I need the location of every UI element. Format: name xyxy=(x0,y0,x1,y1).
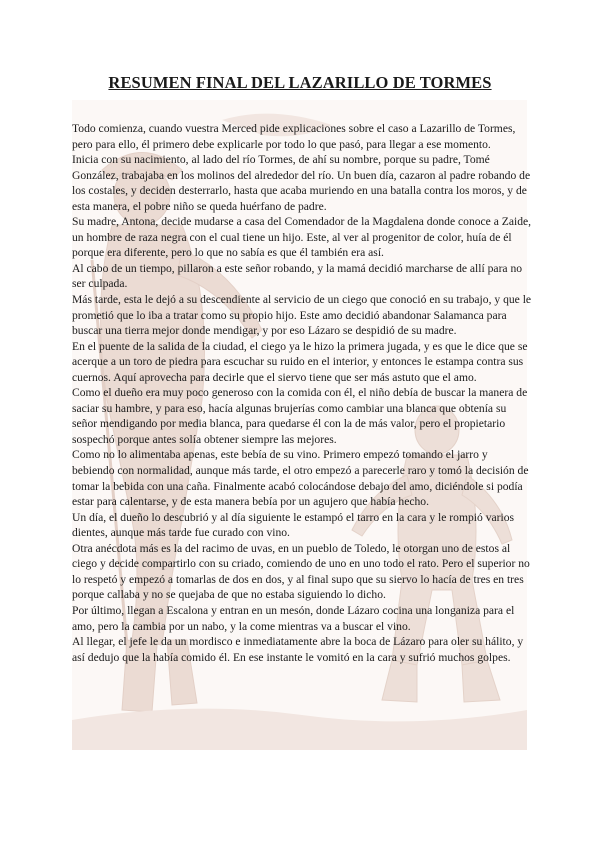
paragraph: Más tarde, esta le dejó a su descendiente al servicio de un ciego que conoció en su trabajo, y que le prometió que lo iba a tratar como su propio hijo. Este amo decidió abandonar Salamanca para buscar una tierra mejor donde mendigar, y por eso Lázaro se despidió de su madre. xyxy=(72,293,532,338)
paragraph: Por último, llegan a Escalona y entran en un mesón, donde Lázaro cocina una longaniza para el amo, pero la cambia por un nabo, y la come mientras va a buscar el vino. xyxy=(72,603,515,633)
paragraph: Como el dueño era muy poco generoso con la comida con él, el niño debía de buscar la manera de saciar su hambre, y para eso, hacía algunas brujerías como cambiar una blanca que obtenía su señor mendigando por media blanca, para quedarse él con la de más valor, pero el propietario sospechó porque antes solía obtener siempre las mejores. xyxy=(72,386,528,446)
paragraph: Su madre, Antona, decide mudarse a casa del Comendador de la Magdalena donde conoce a Zaide, un hombre de raza negra con el cual tiene un hijo. Este, al ver al progenitor de color, huía de él porque era diferente, pero lo que no sabía es que él también era así. xyxy=(72,215,532,260)
paragraph: En el puente de la salida de la ciudad, el ciego ya le hizo la primera jugada, y es que le dice que se acerque a un toro de piedra para escuchar su ruido en el interior, y entonces le estampa contra sus cuernos. Aquí aprovecha para decirle que el siervo tiene que ser más astuto que el amo. xyxy=(72,339,528,384)
paragraph: Al cabo de un tiempo, pillaron a este señor robando, y la mamá decidió marcharse de allí para no ser culpada. xyxy=(72,261,523,291)
paragraph: Como no lo alimentaba apenas, este bebía de su vino. Primero empezó tomando el jarro y bebiendo con normalidad, aunque más tarde, el otro empezó a parecerle raro y tomó la decisión de tomar la bebida con una caña. Finalmente acabó colocándose debajo del amo, diciéndole si podía estar para calentarse, y de esta manera bebía por un agujero que había hecho. xyxy=(72,448,529,509)
paragraph: Otra anécdota más es la del racimo de uvas, en un pueblo de Toledo, le otorgan uno de estos al ciego y decide compartirlo con su criado, comiendo de uno en uno todo el rato. Pero el superior no lo respetó y empezó a tomarlas de dos en dos, y al final supo que su siervo lo hacía de tres en tres porque callaba y no se quejaba de que no estaba siguiendo lo dicho. xyxy=(72,541,530,602)
paragraph: Un día, el dueño lo descubrió y al día siguiente le estampó el tarro en la cara y le rompió varios dientes, aunque más tarde fue curado con vino. xyxy=(72,510,515,540)
paragraph: Inicia con su nacimiento, al lado del río Tormes, de ahí su nombre, porque su padre, Tomé González, trabajaba en los molinos del alrededor del río. Un buen día, cazaron al padre robando de los costales, y deciden desterrarlo, hasta que acaba muriendo en una batalla contra los moros, y de esta manera, el pobre niño se queda huérfano de padre. xyxy=(72,153,531,213)
paragraph: Todo comienza, cuando vuestra Merced pide explicaciones sobre el caso a Lazarillo de Tormes, pero para ello, él primero debe explicarle por todo lo que pasó, para llegar a ese momento. xyxy=(72,122,516,151)
document-title: RESUMEN FINAL DEL LAZARILLO DE TORMES xyxy=(108,73,492,92)
document-body xyxy=(72,121,532,665)
paragraph: Al llegar, el jefe le da un mordisco e inmediatamente abre la boca de Lázaro para oler su hálito, y así dedujo que la había comido él. En ese instante le vomitó en la cara y sufrió muchos golpes. xyxy=(72,635,524,664)
